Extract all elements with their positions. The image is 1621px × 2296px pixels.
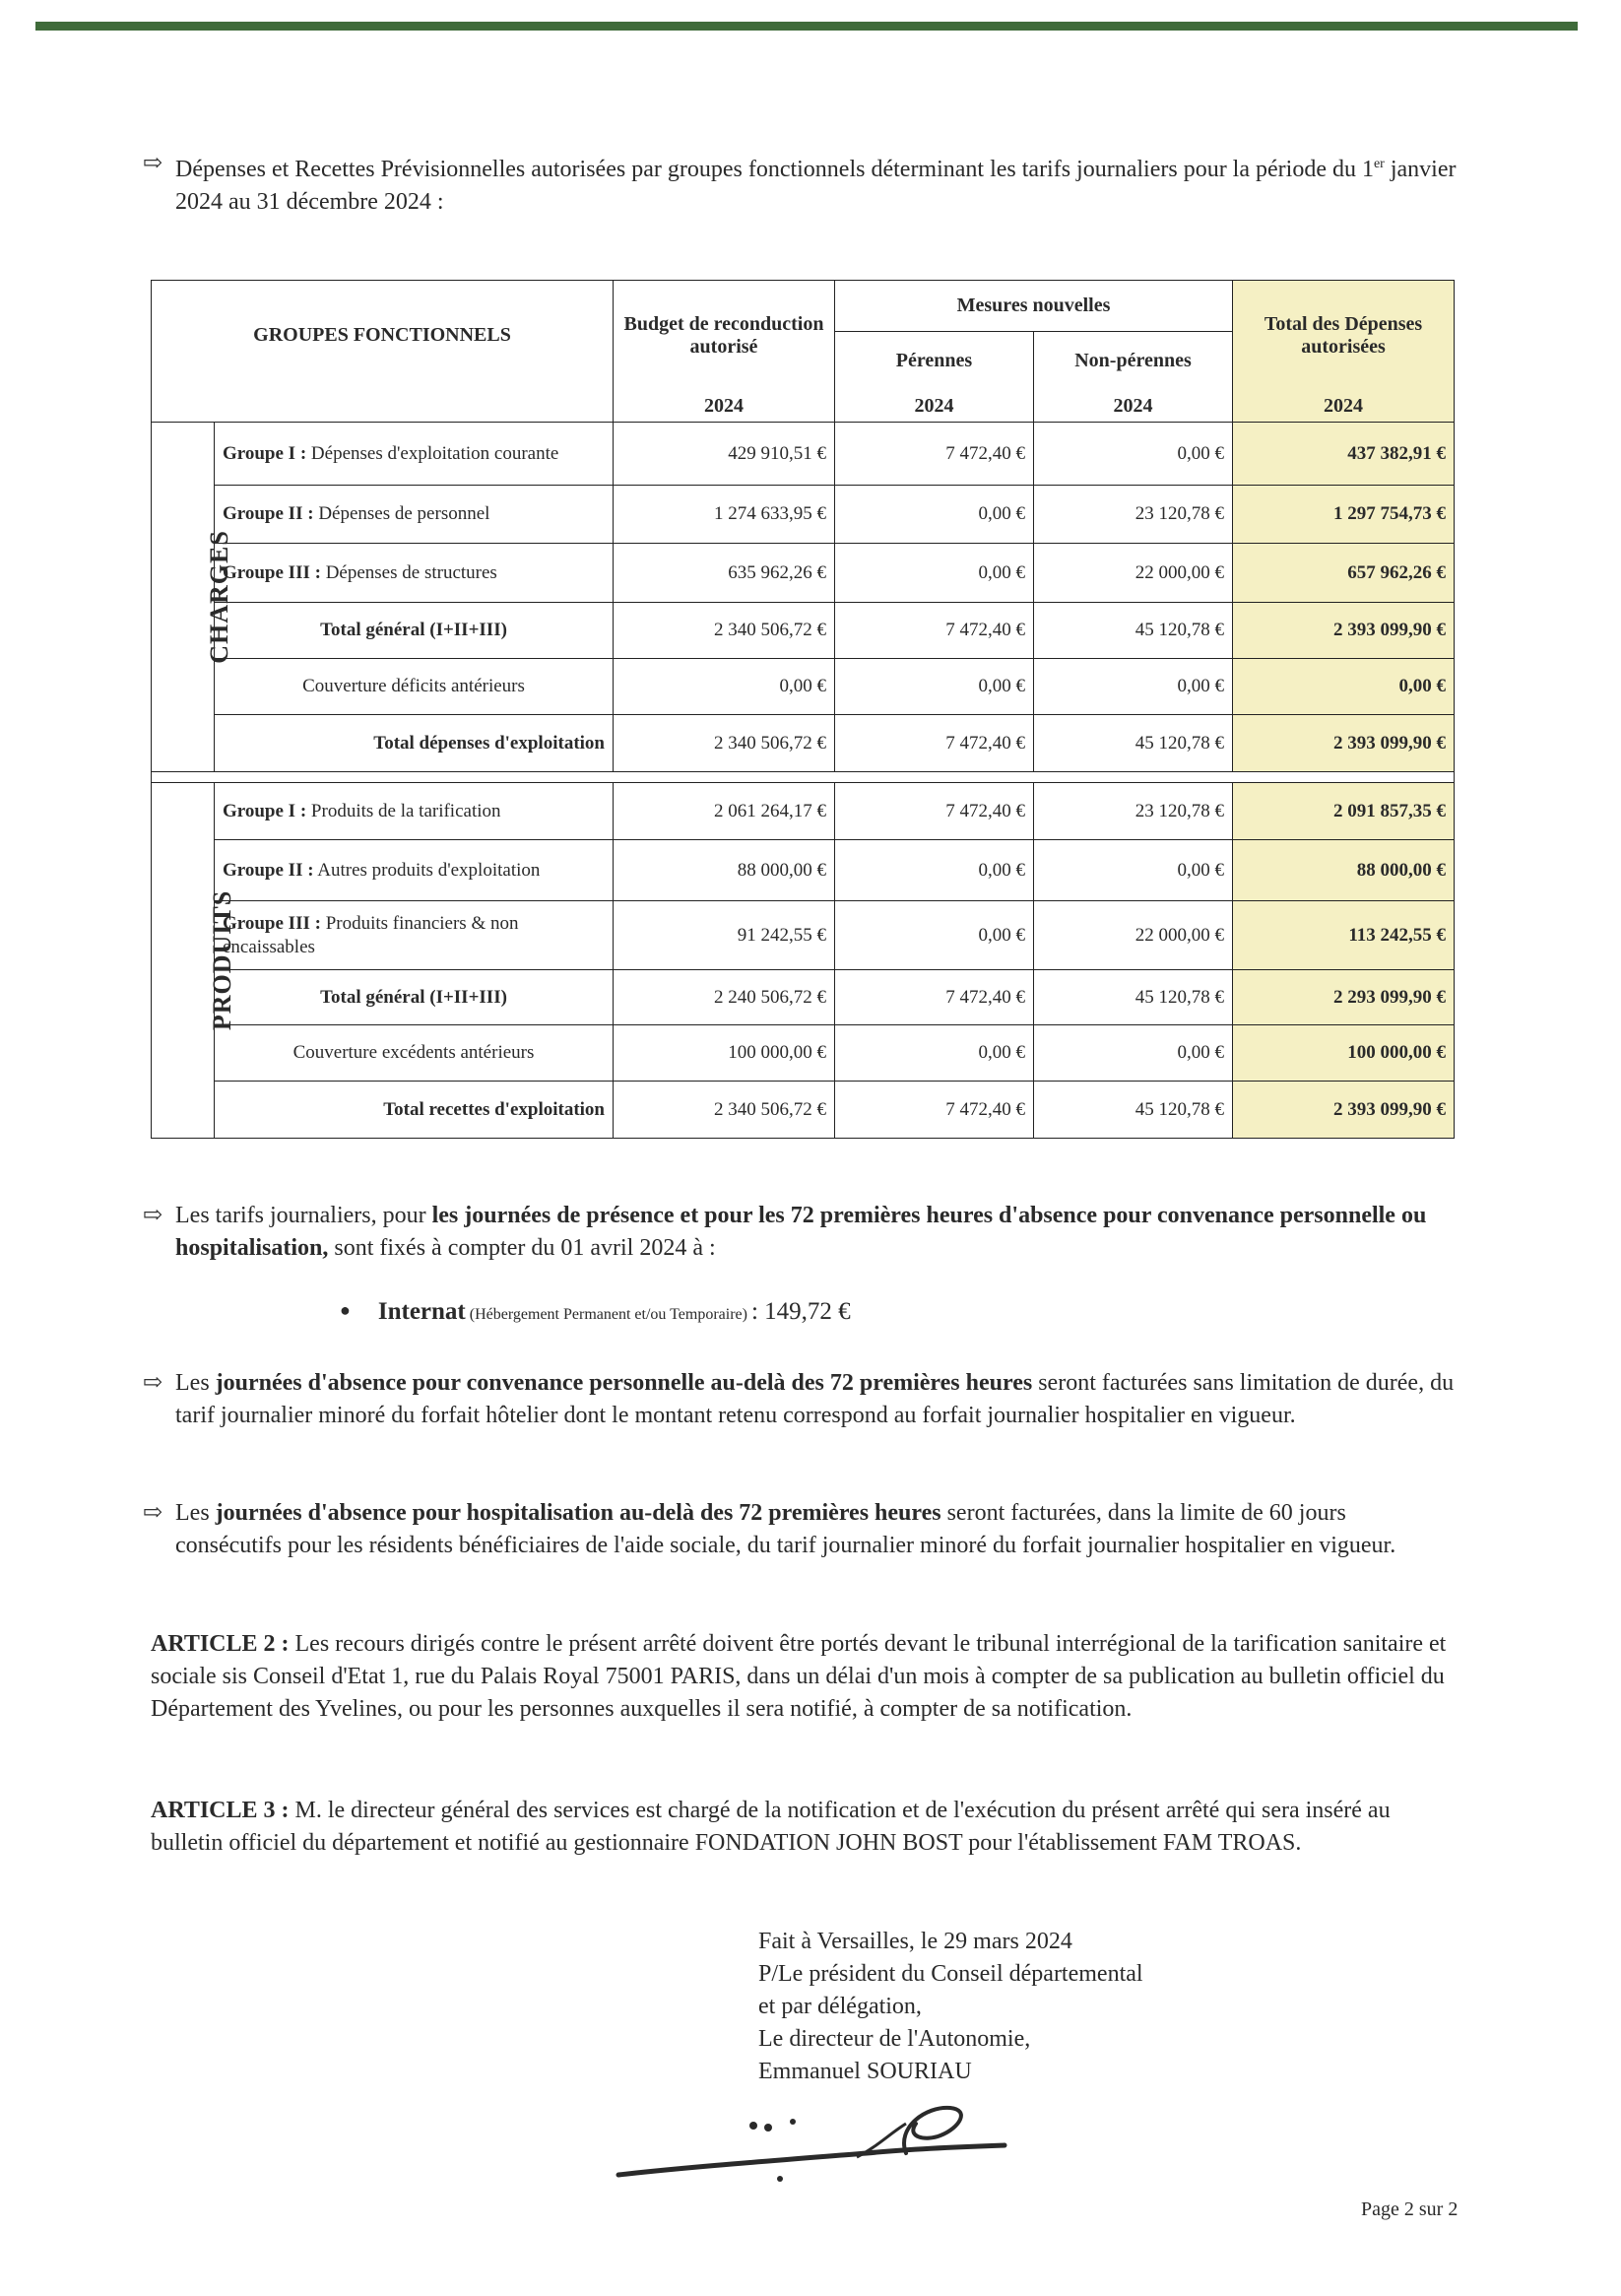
table-row: Total dépenses d'exploitation 2 340 506,72 € 7 472,40 € 45 120,78 € 2 393 099,90 €: [152, 715, 1455, 772]
table-row: Groupe III : Dépenses de structures 635 962,26 € 0,00 € 22 000,00 € 657 962,26 €: [152, 544, 1455, 603]
article-3: ARTICLE 3 : M. le directeur général des services est chargé de la notification et de l'exécution du présent arrêté qui sera inséré au bulletin officiel du département et notifié au gestionnaire FONDATION JOHN BOST pour l'établissement FAM TROAS.: [151, 1798, 1391, 1856]
handwritten-signature: [611, 2088, 1024, 2197]
header-year-perennes: 2024: [835, 391, 1034, 423]
budget-table: [151, 280, 1455, 1139]
arrow-icon: ⇨: [143, 1370, 163, 1396]
header-perennes: Pérennes: [835, 332, 1034, 391]
table-row: Groupe II : Autres produits d'exploitation 88 000,00 € 0,00 € 0,00 € 88 000,00 €: [152, 840, 1455, 901]
intro-sup: er: [1373, 157, 1385, 171]
table-row: Couverture déficits antérieurs 0,00 € 0,00 € 0,00 € 0,00 €: [152, 659, 1455, 715]
arrow-icon: ⇨: [143, 151, 163, 176]
table-row: Groupe III : Produits financiers & non encaissables 91 242,55 € 0,00 € 22 000,00 € 113 242,55 €: [152, 901, 1455, 970]
intro-text-b: janvier 2024 au 31 décembre 2024 :: [175, 157, 1457, 215]
header-budget: Budget de reconduction autorisé: [614, 281, 835, 391]
internat-item: ● Internat (Hébergement Permanent et/ou Temporaire) : 149,72 €: [340, 1298, 851, 1325]
header-band: [35, 22, 1578, 31]
header-non-perennes: Non-pérennes: [1034, 332, 1233, 391]
header-year-total: 2024: [1233, 391, 1455, 423]
produits-label: PRODUITS: [152, 783, 215, 1139]
tarifs-paragraph: ⇨ Les tarifs journaliers, pour les journées de présence et pour les 72 premières heures d'absence pour convenance personnelle ou hospitalisation, sont fixés à compter du 01 avril 2024 à :: [148, 1200, 1458, 1265]
absence-convenance-paragraph: ⇨ Les journées d'absence pour convenance personnelle au-delà des 72 premières heures seront facturées sans limitation de durée, du tarif journalier minoré du forfait hôtelier dont le montant retenu correspond au forfait journalier hospitalier en vigueur.: [148, 1367, 1458, 1432]
arrow-icon: ⇨: [143, 1500, 163, 1526]
signature-block: Fait à Versailles, le 29 mars 2024 P/Le président du Conseil départemental et par délégation, Le directeur de l'Autonomie, Emmanuel SOURIAU: [758, 1929, 1143, 2084]
table-row: CHARGES Groupe I : Dépenses d'exploitation courante 429 910,51 € 7 472,40 € 0,00 € 437 382,91 €: [152, 423, 1455, 486]
table-row: Couverture excédents antérieurs 100 000,00 € 0,00 € 0,00 € 100 000,00 €: [152, 1025, 1455, 1082]
table-gap: [152, 772, 1455, 783]
table-row: Total général (I+II+III) 2 240 506,72 € 7 472,40 € 45 120,78 € 2 293 099,90 €: [152, 970, 1455, 1025]
absence-hospitalisation-paragraph: ⇨ Les journées d'absence pour hospitalisation au-delà des 72 premières heures seront facturées, dans la limite de 60 jours consécutifs pour les résidents bénéficiaires de l'aide sociale, du tarif journalier minoré du forfait journalier hospitalier en vigueur.: [148, 1497, 1458, 1562]
header-groupes: GROUPES FONCTIONNELS: [152, 281, 614, 391]
intro-paragraph: [143, 148, 1458, 219]
header-year-budget: 2024: [614, 391, 835, 423]
table-row: Total recettes d'exploitation 2 340 506,72 € 7 472,40 € 45 120,78 € 2 393 099,90 €: [152, 1082, 1455, 1139]
table-row: Total général (I+II+III) 2 340 506,72 € 7 472,40 € 45 120,78 € 2 393 099,90 €: [152, 603, 1455, 659]
table-row: PRODUITS Groupe I : Produits de la tarification 2 061 264,17 € 7 472,40 € 23 120,78 € 2 091 857,35 €: [152, 783, 1455, 840]
page-number: Page 2 sur 2: [1361, 2198, 1459, 2220]
header-year-empty: [152, 391, 614, 423]
charges-label: CHARGES: [152, 423, 215, 772]
intro-text-a: Dépenses et Recettes Prévisionnelles autorisées par groupes fonctionnels déterminant les tarifs journaliers pour la période du 1: [175, 157, 1374, 182]
header-total: Total des Dépenses autorisées: [1233, 281, 1455, 391]
header-year-non-perennes: 2024: [1034, 391, 1233, 423]
arrow-icon: ⇨: [143, 1203, 163, 1228]
table-row: Groupe II : Dépenses de personnel 1 274 633,95 € 0,00 € 23 120,78 € 1 297 754,73 €: [152, 486, 1455, 544]
article-2: ARTICLE 2 : Les recours dirigés contre le présent arrêté doivent être portés devant le tribunal interrégional de la tarification sanitaire et sociale sis Conseil d'Etat 1, rue du Palais Royal 75001 PARIS, dans un délai d'un mois à compter de sa publication au bulletin officiel du Département des Yvelines, ou pour les personnes auxquelles il sera notifié, à compter de sa notification.: [151, 1631, 1447, 1722]
header-mesures: Mesures nouvelles: [835, 281, 1233, 332]
bullet-icon: ●: [340, 1300, 351, 1320]
